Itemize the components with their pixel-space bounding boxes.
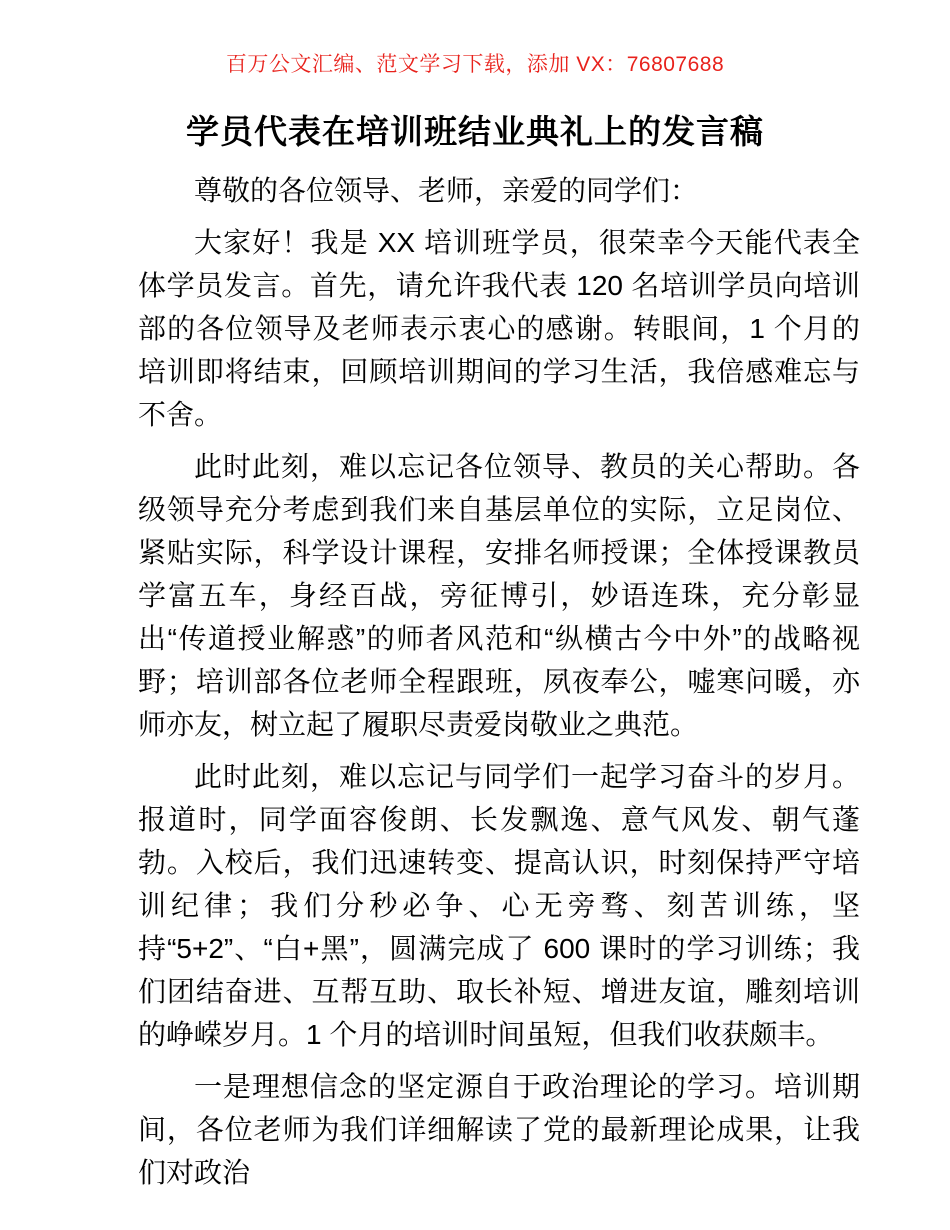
document-title: 学员代表在培训班结业典礼上的发言稿 <box>186 113 764 150</box>
document-body <box>138 169 860 1194</box>
header-notice: 百万公文汇编、范文学习下载，添加 VX：76807688 <box>225 53 725 76</box>
body-paragraph: 此时此刻，难以忘记各位领导、教员的关心帮助。各级领导充分考虑到我们来自基层单位的实际，立足岗位、紧贴实际，科学设计课程，安排名师授课；全体授课教员学富五车，身经百战，旁征博引，妙语连珠，充分彰显出“传道授业解惑”的师者风范和“纵横古今中外”的战略视野；培训部各位老师全程跟班，夙夜奉公，嘘寒问暖，亦师亦友，树立起了履职尽责爱岗敬业之典范。 <box>138 451 860 740</box>
body-paragraph: 一是理想信念的坚定源自于政治理论的学习。培训期间，各位老师为我们详细解读了党的最新理论成果，让我们对政治 <box>138 1071 860 1188</box>
salutation-paragraph: 尊敬的各位领导、老师，亲爱的同学们： <box>194 175 699 206</box>
body-paragraph: 此时此刻，难以忘记与同学们一起学习奋斗的岁月。报道时，同学面容俊朗、长发飘逸、意气风发、朝气蓬勃。入校后，我们迅速转变、提高认识，时刻保持严守培训纪律；我们分秒必争、心无旁骛、刻苦训练，坚持“5+2”、“白+黑”，圆满完成了 600 课时的学习训练；我们团结奋进、互帮互助、取长补短、增进友谊，雕刻培训的峥嵘岁月。1 个月的培训时间虽短，但我们收获颇丰。 <box>138 761 860 1050</box>
body-paragraph: 大家好！我是 XX 培训班学员，很荣幸今天能代表全体学员发言。首先，请允许我代表 120 名培训学员向培训部的各位领导及老师表示衷心的感谢。转眼间，1 个月的培训即将结束，回顾培训期间的学习生活，我倍感难忘与不舍。 <box>138 227 860 430</box>
